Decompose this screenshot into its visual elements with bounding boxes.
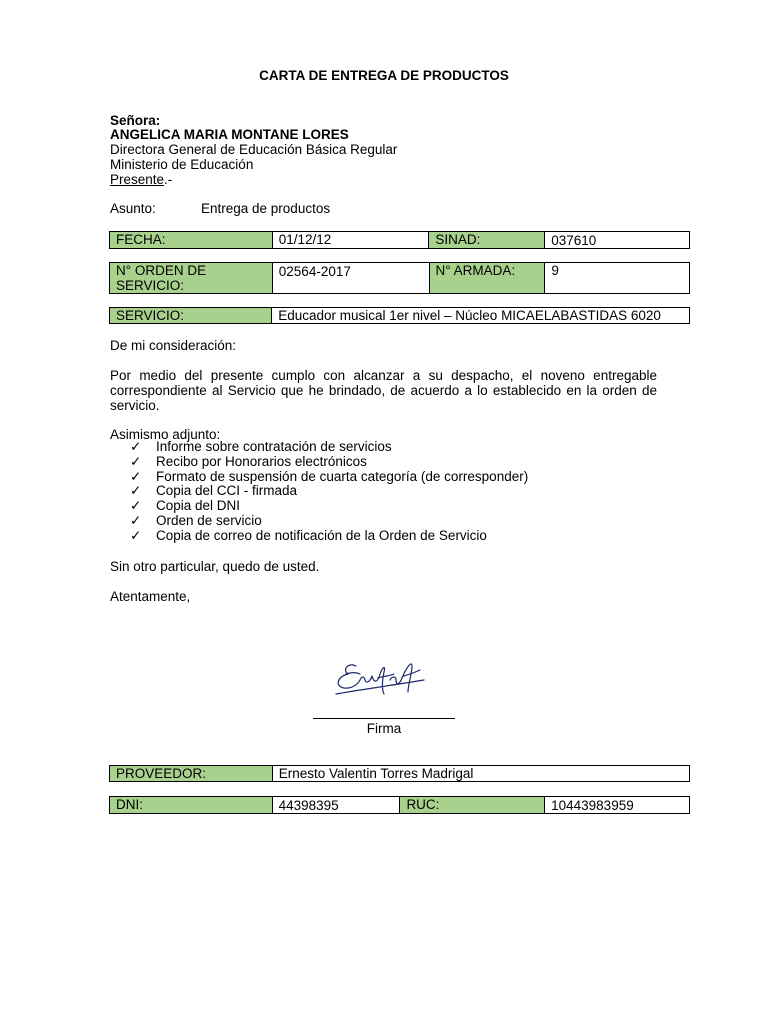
servicio-table bbox=[109, 307, 690, 324]
fecha-value: 01/12/12 bbox=[272, 232, 429, 249]
attachment-text: Orden de servicio bbox=[156, 512, 262, 528]
check-icon: ✓ bbox=[130, 483, 142, 499]
ruc-label: RUC: bbox=[400, 797, 545, 814]
list-item bbox=[130, 470, 528, 485]
recipient-name: ANGELICA MARIA MONTANE LORES bbox=[110, 127, 349, 142]
closing: Sin otro particular, quedo de usted. bbox=[110, 559, 320, 574]
proveedor-value: Ernesto Valentin Torres Madrigal bbox=[272, 766, 689, 782]
check-icon: ✓ bbox=[130, 512, 142, 528]
orden-armada-table bbox=[109, 262, 690, 294]
signature-line bbox=[313, 718, 455, 719]
fecha-label: FECHA: bbox=[110, 232, 273, 249]
presente-word: Presente bbox=[110, 172, 165, 187]
armada-label: N° ARMADA: bbox=[429, 263, 545, 294]
list-item bbox=[130, 499, 528, 514]
attachment-text: Copia del DNI bbox=[156, 498, 241, 514]
check-icon: ✓ bbox=[130, 439, 142, 454]
dni-value: 44398395 bbox=[272, 797, 400, 814]
sinad-label: SINAD: bbox=[429, 232, 545, 249]
dni-ruc-table bbox=[109, 796, 690, 814]
armada-value: 9 bbox=[545, 263, 690, 294]
fecha-sinad-table bbox=[109, 231, 690, 249]
servicio-label: SERVICIO: bbox=[110, 308, 272, 324]
body-paragraph: Por medio del presente cumplo con alcanzar a su despacho, el noveno entregable correspondiente al Servicio que he brindado, de acuerdo a lo establecido en la orden de servicio. bbox=[110, 368, 657, 413]
check-icon: ✓ bbox=[130, 498, 142, 514]
servicio-value: Educador musical 1er nivel – Núcleo MICAELABASTIDAS 6020 bbox=[272, 308, 690, 324]
sinad-value: 037610 bbox=[545, 232, 690, 249]
list-item bbox=[130, 455, 528, 470]
presente-suffix: .- bbox=[164, 172, 173, 187]
orden-label-line-1: N° ORDEN DE bbox=[116, 263, 207, 278]
orden-value: 02564-2017 bbox=[272, 263, 429, 294]
check-icon: ✓ bbox=[130, 453, 142, 469]
attachment-text: Copia de correo de notificación de la Orden de Servicio bbox=[156, 527, 487, 543]
attachment-text: Recibo por Honorarios electrónicos bbox=[156, 453, 367, 469]
list-item bbox=[130, 484, 528, 499]
attachment-text: Formato de suspensión de cuarta categoría (de corresponder) bbox=[156, 468, 529, 484]
recipient-organization: Ministerio de Educación bbox=[110, 157, 254, 172]
signature-image bbox=[328, 650, 443, 706]
presente-line bbox=[110, 172, 172, 187]
list-item bbox=[130, 440, 528, 455]
signature-label: Firma bbox=[366, 721, 402, 736]
list-item bbox=[130, 514, 528, 529]
regards: Atentamente, bbox=[110, 589, 191, 604]
orden-label bbox=[110, 263, 273, 294]
orden-label-line-2: SERVICIO: bbox=[116, 278, 185, 293]
check-icon: ✓ bbox=[130, 468, 142, 484]
recipient-position: Directora General de Educación Básica Regular bbox=[110, 142, 398, 157]
attachment-text: Copia del CCI - firmada bbox=[156, 483, 298, 499]
dni-label: DNI: bbox=[110, 797, 273, 814]
attachment-text: Informe sobre contratación de servicios bbox=[156, 439, 392, 454]
proveedor-table bbox=[109, 765, 690, 782]
check-icon: ✓ bbox=[130, 527, 142, 543]
subject-value: Entrega de productos bbox=[201, 201, 331, 216]
attachments-intro: Asimismo adjunto: bbox=[110, 427, 221, 442]
list-item bbox=[130, 529, 528, 544]
ruc-value: 10443983959 bbox=[545, 797, 690, 814]
attachments-list bbox=[130, 440, 528, 544]
page-title: CARTA DE ENTREGA DE PRODUCTOS bbox=[259, 68, 509, 83]
greeting: De mi consideración: bbox=[110, 338, 237, 353]
proveedor-label: PROVEEDOR: bbox=[110, 766, 273, 782]
subject-label: Asunto: bbox=[110, 201, 156, 216]
salutation: Señora: bbox=[110, 113, 161, 128]
